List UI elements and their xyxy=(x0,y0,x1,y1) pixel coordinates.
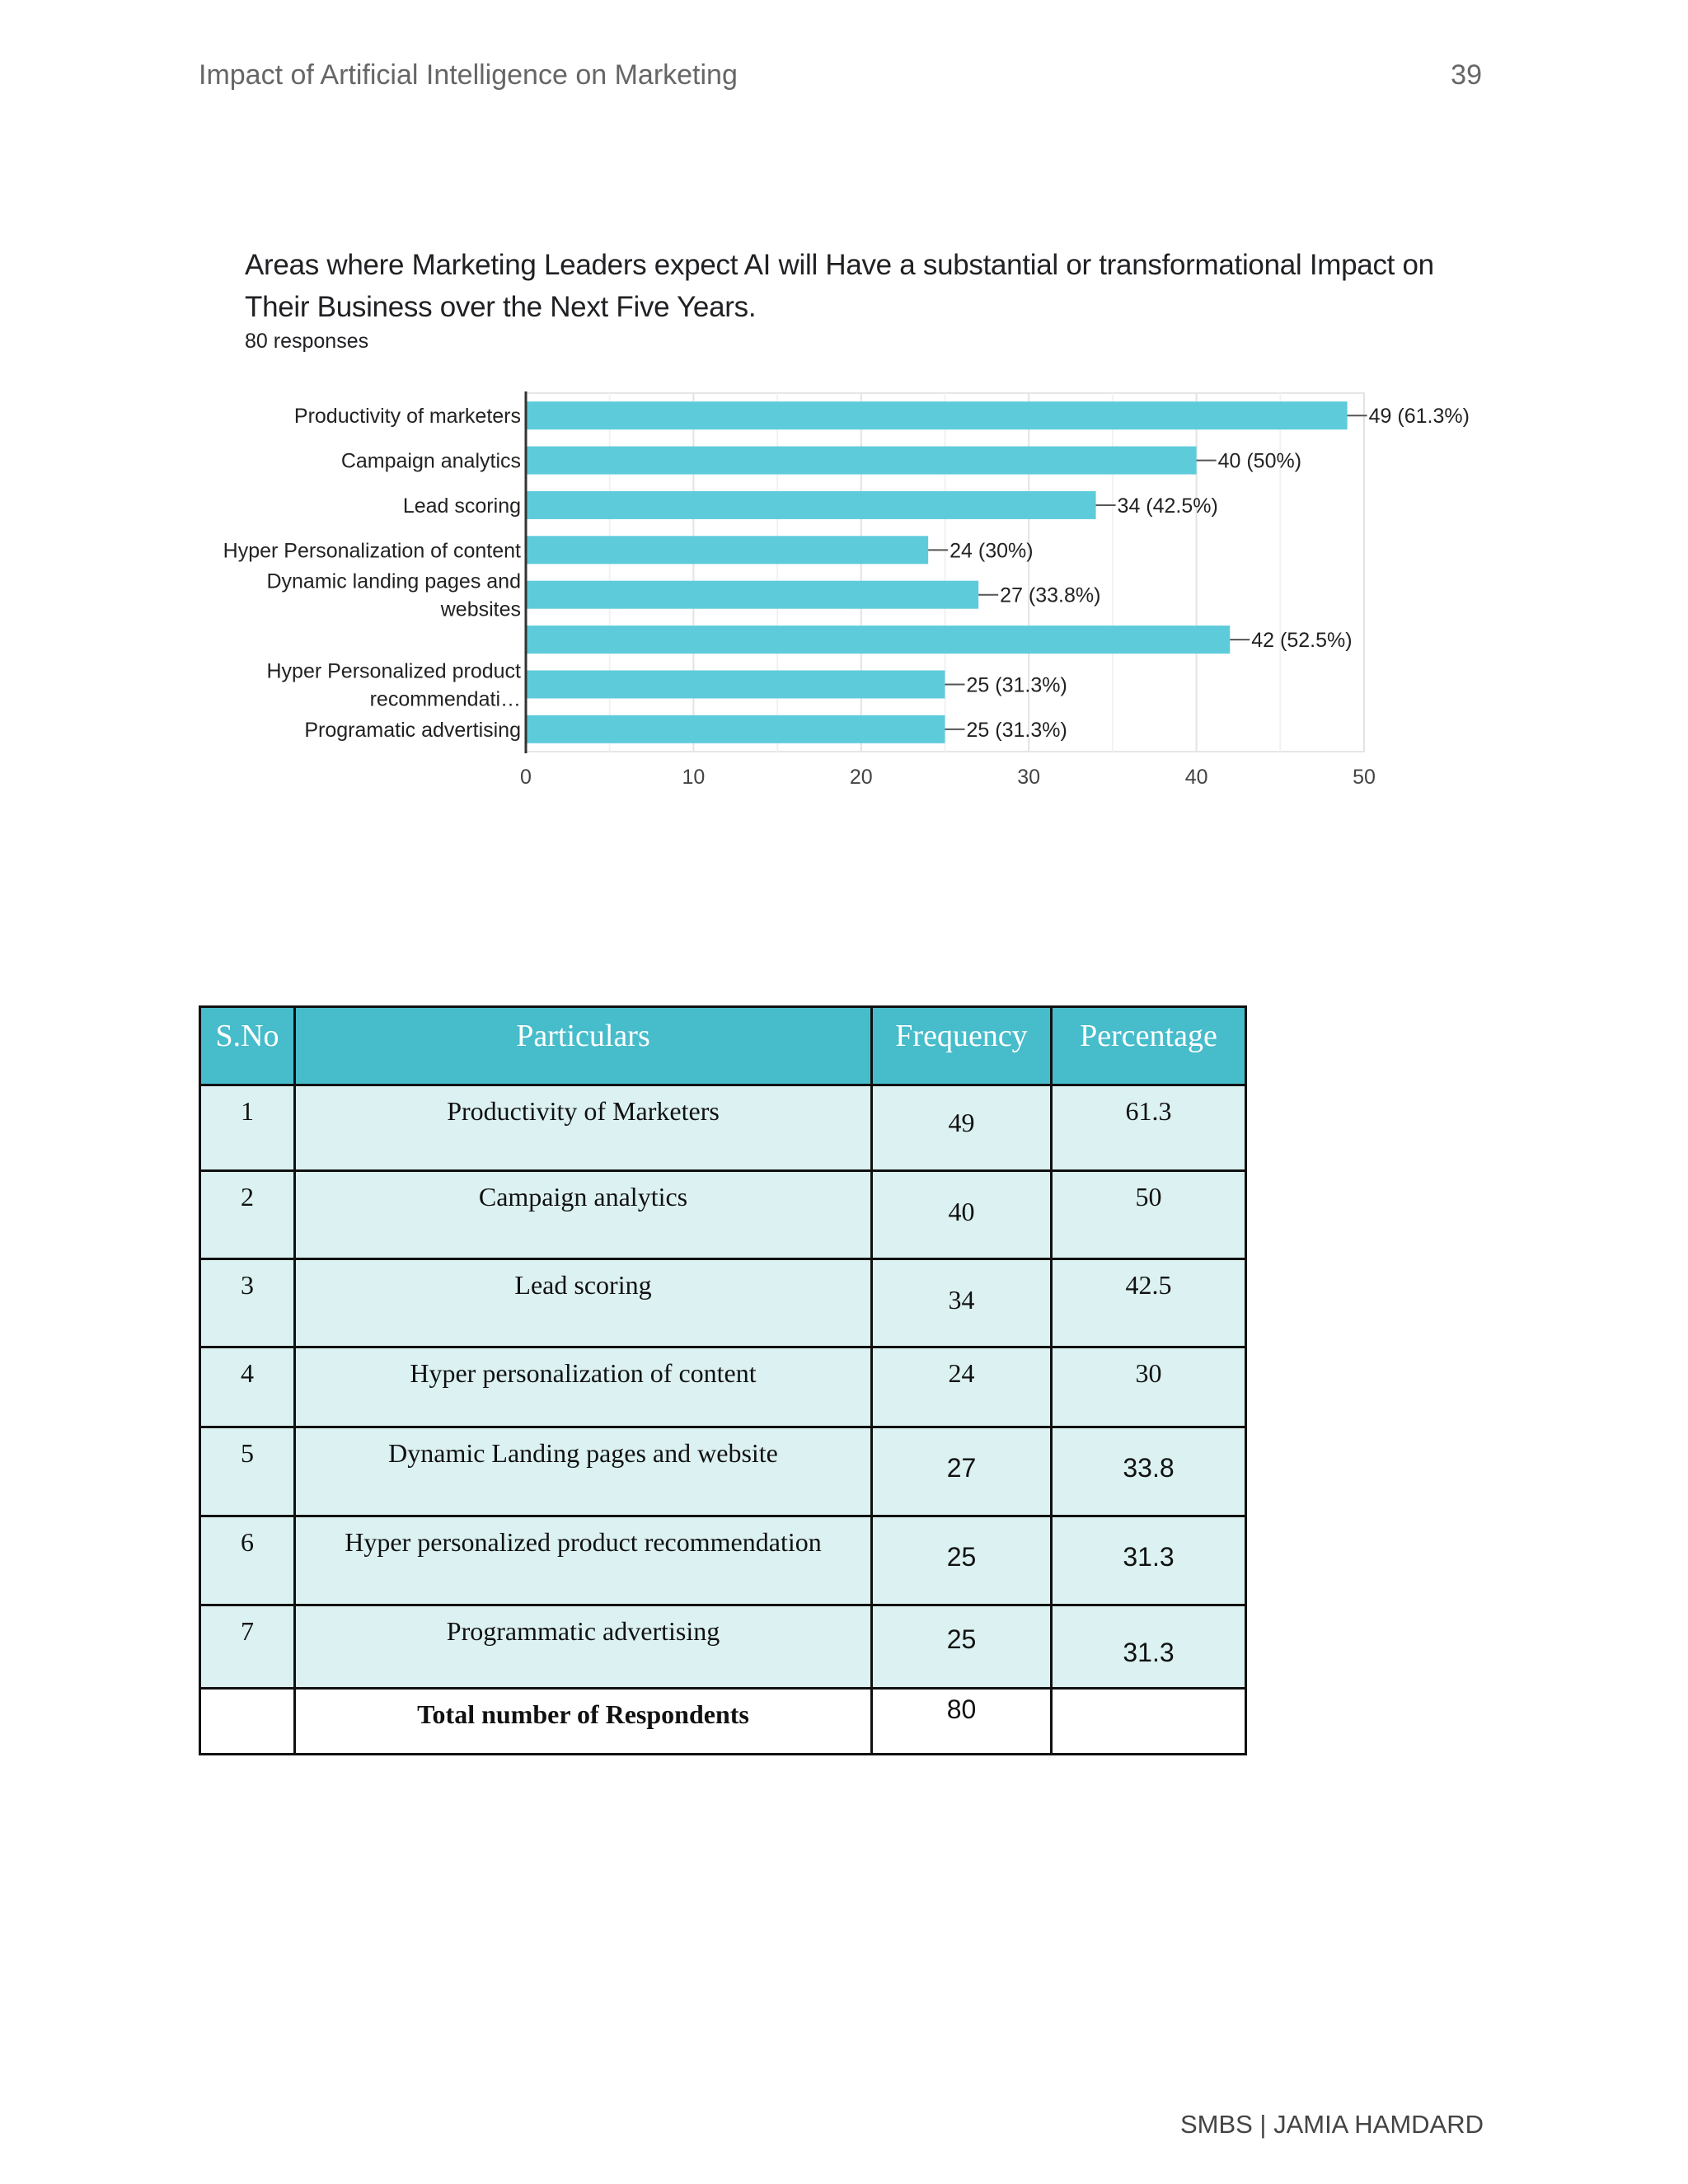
cell-particular: Dynamic Landing pages and website xyxy=(295,1427,872,1516)
bar xyxy=(526,670,945,698)
table-row xyxy=(200,1347,1246,1427)
cell-frequency: 25 xyxy=(872,1516,1052,1605)
cell-frequency: 27 xyxy=(872,1427,1052,1516)
cell-sno: 6 xyxy=(200,1516,295,1605)
data-label: 24 (30%) xyxy=(950,539,1034,563)
data-label: 25 (31.3%) xyxy=(966,718,1067,742)
table-row xyxy=(200,1085,1246,1171)
header-sno: S.No xyxy=(200,1007,295,1085)
category-label: Campaign analytics xyxy=(340,449,521,473)
category-label: Hyper Personalized product xyxy=(266,659,521,683)
table-row xyxy=(200,1605,1246,1689)
cell-frequency: 24 xyxy=(872,1347,1052,1427)
cell-percentage: 31.3 xyxy=(1052,1516,1246,1605)
cell-percentage: 33.8 xyxy=(1052,1427,1246,1516)
cell-sno: 1 xyxy=(200,1085,295,1171)
bar xyxy=(526,581,978,609)
cell-sno: 5 xyxy=(200,1427,295,1516)
x-tick-label: 40 xyxy=(1184,766,1208,789)
category-label: Lead scoring xyxy=(402,494,521,518)
bar xyxy=(526,715,945,743)
data-label: 49 (61.3%) xyxy=(1368,405,1470,429)
cell-total-empty xyxy=(200,1689,295,1755)
x-tick-label: 10 xyxy=(682,766,706,789)
cell-particular: Hyper personalization of content xyxy=(295,1347,872,1427)
cell-total-value: 80 xyxy=(872,1689,1052,1755)
category-label: Dynamic landing pages and xyxy=(266,569,521,593)
cell-sno: 3 xyxy=(200,1259,295,1347)
category-label: Hyper Personalization of content xyxy=(223,539,521,563)
table-row xyxy=(200,1171,1246,1259)
table-row xyxy=(200,1516,1246,1605)
data-label: 40 (50%) xyxy=(1217,449,1302,473)
cell-percentage: 61.3 xyxy=(1052,1085,1246,1171)
cell-percentage: 42.5 xyxy=(1052,1259,1246,1347)
cell-frequency: 25 xyxy=(872,1605,1052,1689)
cell-percentage: 30 xyxy=(1052,1347,1246,1427)
chart-subtitle: 80 responses xyxy=(245,330,369,353)
x-tick-label: 50 xyxy=(1353,766,1376,789)
table-row xyxy=(200,1259,1246,1347)
cell-particular: Lead scoring xyxy=(295,1259,872,1347)
data-label: 27 (33.8%) xyxy=(1000,583,1101,607)
bar xyxy=(526,626,1230,654)
cell-frequency: 34 xyxy=(872,1259,1052,1347)
cell-percentage: 31.3 xyxy=(1052,1605,1246,1689)
table-total-row xyxy=(200,1689,1246,1755)
bar xyxy=(526,401,1348,429)
category-label: Programatic advertising xyxy=(304,718,521,742)
cell-particular: Programmatic advertising xyxy=(295,1605,872,1689)
x-tick-label: 20 xyxy=(849,766,873,789)
cell-particular: Hyper personalized product recommendation xyxy=(295,1516,872,1605)
cell-total-label: Total number of Respondents xyxy=(295,1689,872,1755)
category-label: websites xyxy=(440,598,521,621)
x-tick-label: 0 xyxy=(520,766,532,789)
category-label: Productivity of marketers xyxy=(293,405,521,429)
cell-sno: 2 xyxy=(200,1171,295,1259)
cell-particular: Productivity of Marketers xyxy=(295,1085,872,1171)
cell-sno: 7 xyxy=(200,1605,295,1689)
x-tick-label: 30 xyxy=(1017,766,1041,789)
category-label: recommendati… xyxy=(369,687,521,711)
cell-particular: Campaign analytics xyxy=(295,1171,872,1259)
table-header-row xyxy=(200,1007,1246,1085)
header-frequency: Frequency xyxy=(872,1007,1052,1085)
cell-total-percentage-empty xyxy=(1052,1689,1246,1755)
chart-svg xyxy=(0,0,1688,824)
bar xyxy=(526,491,1096,519)
bar-chart xyxy=(0,0,1688,824)
header-particulars: Particulars xyxy=(295,1007,872,1085)
data-label: 25 (31.3%) xyxy=(966,673,1067,697)
cell-sno: 4 xyxy=(200,1347,295,1427)
data-label: 42 (52.5%) xyxy=(1251,629,1353,653)
results-table xyxy=(199,1005,1247,1755)
table-row xyxy=(200,1427,1246,1516)
data-label: 34 (42.5%) xyxy=(1117,494,1218,518)
cell-percentage: 50 xyxy=(1052,1171,1246,1259)
cell-frequency: 40 xyxy=(872,1171,1052,1259)
bar xyxy=(526,536,928,564)
page-header-title: Impact of Artificial Intelligence on Marketing xyxy=(199,59,738,91)
page-number: 39 xyxy=(1451,59,1482,91)
chart-title: Areas where Marketing Leaders expect AI will Have a substantial or transformational Impact on Their Business over the Next Five Years. xyxy=(245,249,1434,323)
bar xyxy=(526,447,1197,475)
header-percentage: Percentage xyxy=(1052,1007,1246,1085)
cell-frequency: 49 xyxy=(872,1085,1052,1171)
page-footer: SMBS | JAMIA HAMDARD xyxy=(1179,2110,1484,2139)
